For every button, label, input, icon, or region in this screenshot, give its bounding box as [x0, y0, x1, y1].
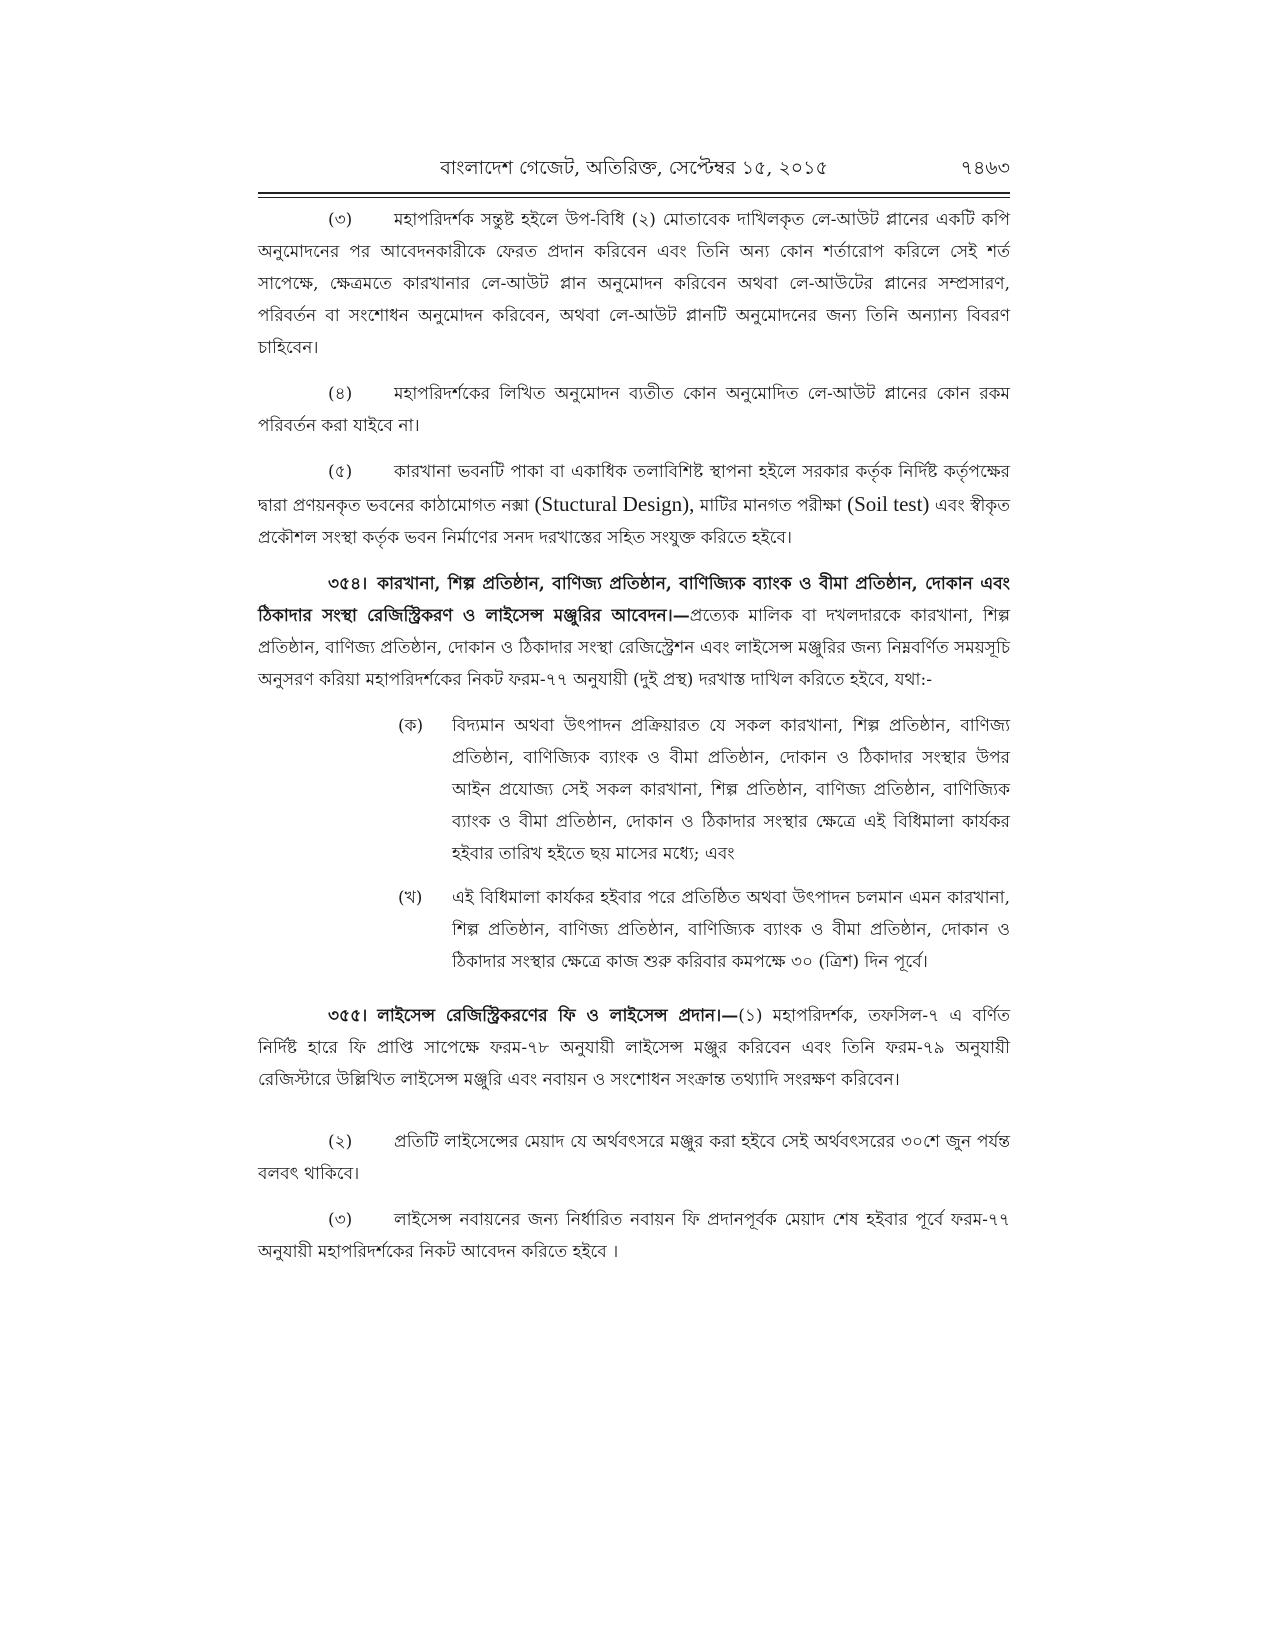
list-item [398, 882, 1010, 978]
paragraph-number: (৪) [328, 384, 353, 404]
section-heading: লাইসেন্স রেজিস্ট্রিকরণের ফি ও লাইসেন্স প্রদান। [377, 1006, 722, 1026]
clause-text: বিদ্যমান অথবা উৎপাদন প্রক্রিয়ারত যে সকল কারখানা, শিল্প প্রতিষ্ঠান, বাণিজ্য প্রতিষ্ঠান, বাণিজ্যিক ব্যাংক ও বীমা প্রতিষ্ঠান, দোকান ও ঠিকাদার সংস্থার উপর আইন প্রযোজ্য সেই সকল কারখানা, শিল্প প্রতিষ্ঠান, বাণিজ্য প্রতিষ্ঠান, বাণিজ্যিক ব্যাংক ও বীমা প্রতিষ্ঠান, দোকান ও ঠিকাদার সংস্থার ক্ষেত্রে এই বিধিমালা কার্যকর হইবার তারিখ হইতে ছয় মাসের মধ্যে; এবং [452, 716, 1010, 864]
structural-design-term: (Stuctural Design), [534, 492, 695, 516]
section-heading: কারখানা, শিল্প প্রতিষ্ঠান, বাণিজ্য প্রতিষ্ঠান, বাণিজ্যিক ব্যাংক ও বীমা প্রতিষ্ঠান, দোকান এবং ঠিকাদার সংস্থা রেজিস্ট্রিকরণ ও লাইসেন্স মঞ্জুরির আবেদন। [258, 574, 1010, 626]
paragraph-4 [258, 378, 1010, 442]
paragraph-text: এবং স্বীকৃত প্রকৌশল সংস্থা কর্তৃক ভবন নির্মাণের সনদ দরখাস্তের সহিত সংযুক্ত করিতে হইবে। [258, 496, 1010, 548]
paragraph-text: লাইসেন্স নবায়নের জন্য নির্ধারিত নবায়ন ফি প্রদানপূর্বক মেয়াদ শেষ হইবার পূর্বে ফরম-৭৭ অনুযায়ী মহাপরিদর্শকের নিকট আবেদন করিতে হইবে । [258, 1210, 1010, 1262]
paragraph-text: কারখানা ভবনটি পাকা বা একাধিক তলাবিশিষ্ট স্থাপনা হইলে সরকার কর্তৃক নির্দিষ্ট কর্তৃপক্ষের দ্বারা প্রণয়নকৃত ভবনের কাঠামোগত নক্সা [258, 462, 1010, 516]
paragraph-number: (৩) [328, 210, 353, 230]
section-355-sub-3 [258, 1204, 1010, 1268]
paragraph-number: (২) [328, 1132, 353, 1152]
paragraph-text: মহাপরিদর্শকের লিখিত অনুমোদন ব্যতীত কোন অনুমোদিত লে-আউট প্লানের কোন রকম পরিবর্তন করা যাইবে না। [258, 384, 1010, 436]
page-number: ৭৪৬৩ [960, 157, 1010, 179]
section-number: ৩৫৫। [328, 1006, 368, 1026]
section-text: মহাপরিদর্শক, তফসিল-৭ এ বর্ণিত নির্দিষ্ট হারে ফি প্রাপ্তি সাপেক্ষে ফরম-৭৮ অনুযায়ী লাইসেন্স মঞ্জুর করিবেন এবং তিনি ফরম-৭৯ অনুযায়ী রেজিস্টারে উল্লিখিত লাইসেন্স মঞ্জুরি এবং নবায়ন ও সংশোধন সংক্রান্ত তথ্যাদি সংরক্ষণ করিবেন। [258, 1006, 1010, 1090]
header-rule-thin [258, 197, 1010, 198]
paragraph-text: মহাপরিদর্শক সন্তুষ্ট হইলে উপ-বিধি (২) মোতাবেক দাখিলকৃত লে-আউট প্লানের একটি কপি অনুমোদনের পর আবেদনকারীকে ফেরত প্রদান করিবেন এবং তিনি অন্য কোন শর্তারোপ করিলে সেই শর্ত সাপেক্ষে, ক্ষেত্রমতে কারখানার লে-আউট প্লান অনুমোদন করিবেন অথবা লে-আউটের প্লানের সম্প্রসারণ, পরিবর্তন বা সংশোধন অনুমোদন করিবেন, অথবা লে-আউট প্লানটি অনুমোদনের জন্য তিনি অন্যান্য বিবরণ চাহিবেন। [258, 210, 1010, 358]
heading-dash: — [721, 1006, 739, 1026]
clause-list [398, 710, 1010, 978]
page-header [258, 150, 1010, 184]
spacer [258, 1110, 1010, 1126]
header-rule-thick [258, 192, 1010, 194]
section-355-sub-2 [258, 1126, 1010, 1190]
section-355 [258, 1000, 1010, 1096]
clause-text: এই বিধিমালা কার্যকর হইবার পরে প্রতিষ্ঠিত অথবা উৎপাদন চলমান এমন কারখানা, শিল্প প্রতিষ্ঠান, বাণিজ্য প্রতিষ্ঠান, বাণিজ্যিক ব্যাংক ও বীমা প্রতিষ্ঠান, দোকান ও ঠিকাদার সংস্থার ক্ষেত্রে কাজ শুরু করিবার কমপক্ষে ৩০ (ত্রিশ) দিন পূর্বে। [452, 888, 1010, 972]
section-354 [258, 568, 1010, 696]
paragraph-5 [258, 456, 1010, 554]
paragraph-text: মাটির মানগত পরীক্ষা [694, 496, 848, 516]
gazette-title: বাংলাদেশ গেজেট, অতিরিক্ত, সেপ্টেম্বর ১৫, ২০১৫ [440, 157, 828, 179]
paragraph-text: প্রতিটি লাইসেন্সের মেয়াদ যে অর্থবৎসরে মঞ্জুর করা হইবে সেই অর্থবৎসরের ৩০শে জুন পর্যন্ত বলবৎ থাকিবে। [258, 1132, 1010, 1184]
list-item [398, 710, 1010, 870]
subsection-number: (১) [738, 1006, 763, 1026]
paragraph-number: (৫) [328, 462, 353, 482]
gazette-page [258, 150, 1010, 1282]
heading-dash: — [672, 606, 690, 626]
section-text: প্রত্যেক মালিক বা দখলদারকে কারখানা, শিল্প প্রতিষ্ঠান, বাণিজ্য প্রতিষ্ঠান, দোকান ও ঠিকাদার সংস্থা রেজিস্ট্রেশন এবং লাইসেন্স মঞ্জুরির জন্য নিম্নবর্ণিত সময়সূচি অনুসরণ করিয়া মহাপরিদর্শকের নিকট ফরম-৭৭ অনুযায়ী (দুই প্রস্থ) দরখাস্ত দাখিল করিতে হইবে, যথা:- [258, 606, 1010, 690]
section-number: ৩৫৪। [328, 574, 368, 594]
paragraph-number: (৩) [328, 1210, 353, 1230]
clause-mark: (খ) [398, 888, 423, 908]
clause-mark: (ক) [398, 716, 424, 736]
soil-test-term: (Soil test) [847, 492, 930, 516]
paragraph-3 [258, 204, 1010, 364]
